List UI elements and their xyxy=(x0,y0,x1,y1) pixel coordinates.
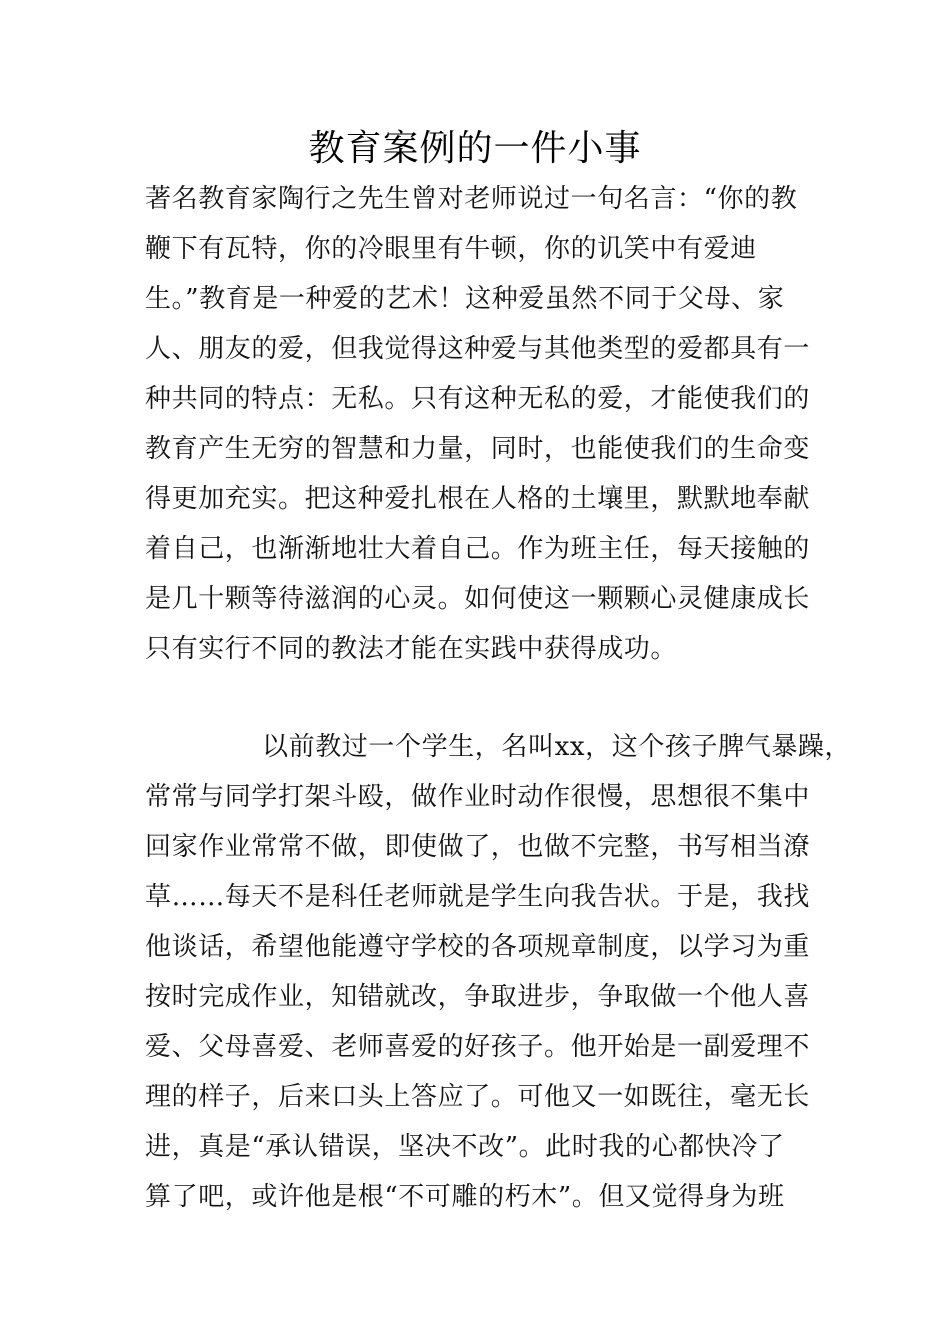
text-line: 鞭下有瓦特，你的冷眼里有牛顿，你的讥笑中有爱迪 xyxy=(145,234,757,264)
document-title: 教育案例的一件小事 xyxy=(308,128,642,169)
text-line: 种共同的特点：无私。只有这种无私的爱，才能使我们的 xyxy=(145,384,811,414)
text-line: 生。”教育是一种爱的艺术！这种爱虽然不同于父母、家 xyxy=(145,284,785,314)
text-line: 只有实行不同的教法才能在实践中获得成功。 xyxy=(145,634,678,664)
text-line: 著名教育家陶行之先生曾对老师说过一句名言：“你的教 xyxy=(145,184,798,214)
text-line: 算了吧，或许他是根“不可雕的朽木”。但又觉得身为班 xyxy=(145,1182,785,1212)
text-line: 以前教过一个学生，名叫xx，这个孩子脾气暴躁， xyxy=(262,732,852,762)
text-line: 着自己，也渐渐地壮大着自己。作为班主任，每天接触的 xyxy=(145,534,811,564)
text-line: 回家作业常常不做，即使做了，也做不完整，书写相当潦 xyxy=(145,832,811,862)
text-line: 常常与同学打架斗殴，做作业时动作很慢，思想很不集中 xyxy=(145,782,811,812)
text-line: 得更加充实。把这种爱扎根在人格的土壤里，默默地奉献 xyxy=(145,484,811,514)
text-line: 理的样子，后来口头上答应了。可他又一如既往，毫无长 xyxy=(145,1082,811,1112)
text-line: 教育产生无穷的智慧和力量，同时，也能使我们的生命变 xyxy=(145,434,811,464)
text-line: 进，真是“承认错误，坚决不改”。此时我的心都快冷了 xyxy=(145,1132,785,1162)
text-line: 是几十颗等待滋润的心灵。如何使这一颗颗心灵健康成长 xyxy=(145,584,811,614)
text-line: 草……每天不是科任老师就是学生向我告状。于是，我找 xyxy=(145,882,811,912)
text-line: 他谈话，希望他能遵守学校的各项规章制度，以学习为重 xyxy=(145,932,811,962)
text-line: 按时完成作业，知错就改，争取进步，争取做一个他人喜 xyxy=(145,982,811,1012)
text-line: 爱、父母喜爱、老师喜爱的好孩子。他开始是一副爱理不 xyxy=(145,1032,811,1062)
text-line: 人、朋友的爱，但我觉得这种爱与其他类型的爱都具有一 xyxy=(145,334,811,364)
